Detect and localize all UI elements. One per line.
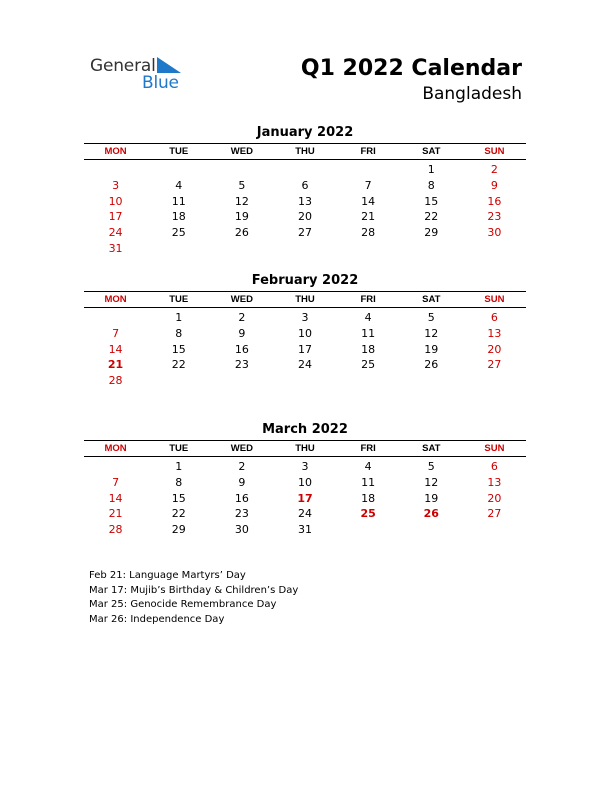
day-cell: 23	[234, 507, 249, 521]
weekday-header	[84, 143, 526, 160]
day-cell: 7	[364, 178, 372, 192]
day-cell: 3	[112, 178, 120, 192]
day-cell: 15	[171, 342, 186, 356]
day-cell: 30	[487, 226, 502, 240]
month-calendar	[84, 420, 526, 538]
day-cell: 4	[175, 178, 183, 192]
day-cell: 26	[234, 226, 249, 240]
day-cell: 10	[108, 194, 123, 208]
weekday-label: SAT	[422, 443, 441, 454]
weekday-label: SUN	[484, 443, 505, 454]
weekday-label: MON	[104, 146, 127, 157]
empty-cell	[147, 162, 210, 178]
day-cell: 9	[238, 475, 246, 489]
day-cell: 6	[490, 460, 498, 473]
day-grid	[84, 162, 526, 257]
day-cell: 22	[171, 358, 186, 372]
weekday-header	[84, 291, 526, 308]
day-cell: 1	[175, 311, 183, 324]
month-title: March 2022	[262, 422, 348, 437]
holiday-item: Mar 25: Genocide Remembrance Day	[89, 599, 277, 610]
day-cell: 18	[171, 210, 186, 224]
weekday-label: MON	[104, 443, 127, 454]
day-cell: 12	[424, 475, 439, 489]
weekday-label: MON	[104, 294, 127, 305]
empty-cell	[84, 162, 147, 178]
weekday-label: THU	[295, 294, 315, 305]
day-cell: 21	[108, 507, 123, 521]
day-cell: 23	[487, 210, 502, 224]
day-cell: 21	[107, 358, 124, 372]
day-cell: 27	[297, 226, 312, 240]
day-cell: 16	[234, 491, 249, 505]
day-cell: 17	[297, 491, 313, 505]
day-cell: 19	[234, 210, 249, 224]
weekday-label: SUN	[484, 294, 505, 305]
day-cell: 29	[171, 523, 186, 537]
weekday-label: SAT	[422, 146, 441, 157]
day-cell: 25	[361, 358, 376, 372]
day-cell: 3	[301, 460, 309, 473]
day-cell: 21	[361, 210, 376, 224]
day-cell: 18	[361, 342, 376, 356]
day-cell: 27	[487, 358, 502, 372]
month-title: February 2022	[251, 273, 359, 288]
holiday-item: Mar 26: Independence Day	[89, 613, 225, 625]
day-cell: 15	[171, 491, 186, 505]
day-cell: 12	[424, 326, 439, 340]
weekday-header	[84, 440, 526, 457]
day-cell: 24	[108, 226, 123, 240]
country-name: Bangladesh	[422, 84, 522, 104]
day-cell: 5	[427, 460, 435, 473]
day-cell: 17	[108, 210, 123, 224]
day-cell: 26	[423, 507, 439, 521]
day-cell: 19	[424, 491, 439, 505]
day-cell: 14	[108, 342, 123, 356]
day-cell: 20	[297, 210, 312, 224]
day-grid	[84, 310, 526, 389]
day-cell: 12	[234, 194, 249, 208]
day-cell: 22	[424, 210, 439, 224]
day-cell: 30	[234, 523, 249, 537]
day-cell: 24	[297, 507, 312, 521]
weekday-label: TUE	[169, 443, 189, 454]
empty-cell	[84, 459, 147, 475]
weekday-label: WED	[230, 146, 253, 157]
day-cell: 18	[361, 491, 376, 505]
day-cell: 29	[424, 226, 439, 240]
day-cell: 13	[297, 194, 312, 208]
holiday-list	[89, 569, 298, 627]
day-cell: 8	[427, 178, 435, 192]
day-cell: 1	[175, 460, 183, 473]
weekday-label: THU	[295, 146, 315, 157]
month-title: January 2022	[256, 125, 354, 140]
empty-cell	[337, 162, 400, 178]
weekday-label: SAT	[422, 294, 441, 305]
weekday-label: FRI	[360, 294, 376, 305]
day-cell: 6	[490, 311, 498, 324]
logo	[90, 56, 200, 94]
weekday-label: TUE	[169, 294, 189, 305]
day-cell: 10	[297, 326, 312, 340]
page-title: Q1 2022 Calendar	[300, 56, 522, 81]
day-cell: 1	[427, 163, 435, 176]
day-cell: 28	[108, 374, 123, 388]
day-cell: 11	[171, 194, 186, 208]
day-cell: 23	[234, 358, 249, 372]
day-cell: 13	[487, 475, 502, 489]
weekday-label: TUE	[169, 146, 189, 157]
day-cell: 22	[171, 507, 186, 521]
month-calendar	[84, 123, 526, 257]
weekday-label: FRI	[360, 443, 376, 454]
day-cell: 14	[361, 194, 376, 208]
day-cell: 27	[487, 507, 502, 521]
day-cell: 7	[112, 475, 120, 489]
weekday-label: FRI	[360, 146, 376, 157]
day-cell: 7	[112, 326, 120, 340]
day-grid	[84, 459, 526, 538]
day-cell: 31	[297, 523, 312, 537]
empty-cell	[273, 162, 336, 178]
day-cell: 17	[297, 342, 312, 356]
day-cell: 2	[238, 311, 246, 324]
day-cell: 3	[301, 311, 309, 324]
day-cell: 4	[364, 460, 372, 473]
logo-flag-icon	[157, 57, 181, 73]
day-cell: 5	[427, 311, 435, 324]
day-cell: 25	[171, 226, 186, 240]
day-cell: 31	[108, 241, 123, 255]
weekday-label: WED	[230, 443, 253, 454]
day-cell: 20	[487, 342, 502, 356]
day-cell: 10	[297, 475, 312, 489]
month-calendar	[84, 271, 526, 389]
holiday-item: Mar 17: Mujib’s Birthday & Children’s Day	[89, 584, 299, 596]
holiday-item: Feb 21: Language Martyrs’ Day	[89, 570, 246, 581]
day-cell: 11	[361, 326, 376, 340]
day-cell: 15	[424, 194, 439, 208]
day-cell: 9	[238, 326, 246, 340]
day-cell: 8	[175, 475, 183, 489]
empty-cell	[210, 162, 273, 178]
day-cell: 14	[108, 491, 123, 505]
weekday-label: WED	[230, 294, 253, 305]
day-cell: 13	[487, 326, 502, 340]
day-cell: 26	[424, 358, 439, 372]
day-cell: 9	[490, 178, 498, 192]
weekday-label: SUN	[484, 146, 505, 157]
day-cell: 16	[487, 194, 502, 208]
day-cell: 2	[490, 163, 498, 176]
day-cell: 16	[234, 342, 249, 356]
logo-text-general: General	[90, 56, 156, 76]
logo-text-blue: Blue	[142, 73, 179, 93]
day-cell: 28	[108, 523, 123, 537]
day-cell: 5	[238, 178, 246, 192]
day-cell: 20	[487, 491, 502, 505]
weekday-label: THU	[295, 443, 315, 454]
day-cell: 25	[360, 507, 376, 521]
day-cell: 2	[238, 460, 246, 473]
day-cell: 24	[297, 358, 312, 372]
day-cell: 6	[301, 178, 309, 192]
empty-cell	[84, 310, 147, 326]
day-cell: 4	[364, 311, 372, 324]
day-cell: 8	[175, 326, 183, 340]
day-cell: 19	[424, 342, 439, 356]
day-cell: 11	[361, 475, 376, 489]
day-cell: 28	[361, 226, 376, 240]
